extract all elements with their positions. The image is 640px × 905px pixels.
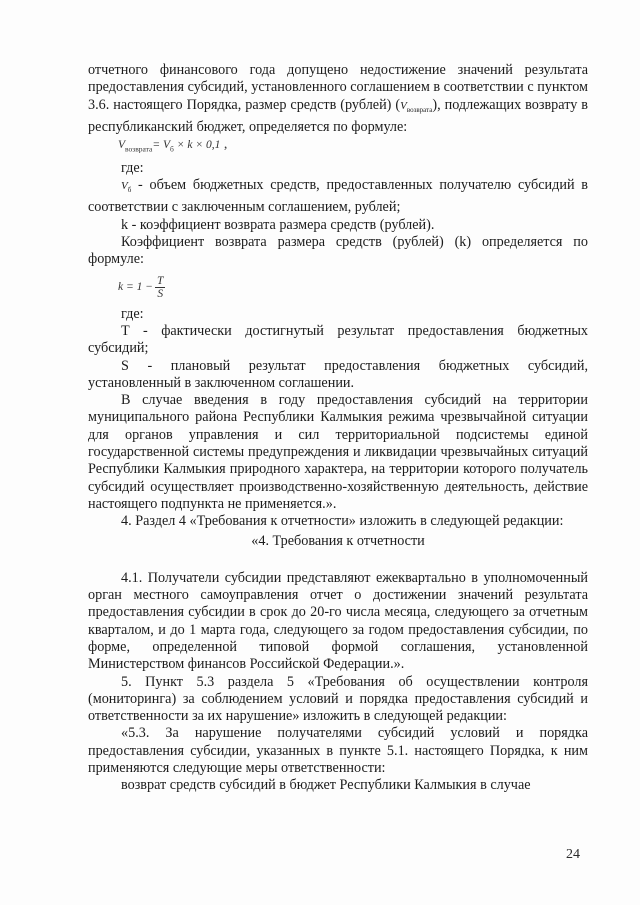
paragraph-k-definition: k - коэффициент возврата размера средств (рублей). (121, 216, 435, 233)
paragraph-vb-definition: $V_б$ - объем бюджетных средств, предоставленных получателю субсидий в соответствии с заключенным соглашением, рублей; (88, 176, 588, 216)
fraction-t-over-s: $\frac{T}{S}$ (157, 274, 164, 300)
paragraph-section-4: 4. Раздел 4 «Требования к отчетности» изложить в следующей редакции: (121, 513, 564, 530)
paragraph-4-1: 4.1. Получатели субсидии представляют ежеквартально в уполномоченный орган местного самоуправления отчет о достижении значений результата предоставления субсидии в срок до 20-го числа месяца, следующего за отчетным кварталом, и до 1 марта года, следующего за годом предоставления субсидии, по форме, определенной типовой формой соглашения, установленной Министерством финансов Российской Федерации.». (88, 569, 588, 673)
inline-formula-v-return: $V_{возврата}$ (400, 99, 433, 114)
where-label-1: где: (121, 159, 144, 176)
heading-reporting-requirements: «4. Требования к отчетности (251, 532, 425, 549)
paragraph-s-definition: S - плановый результат предоставления бюджетных субсидий, установленный в заключенном соглашении. (88, 357, 588, 391)
paragraph-last: возврат средств субсидий в бюджет Республики Калмыкия в случае (121, 777, 531, 794)
paragraph-t-definition: T - фактически достигнутый результат предоставления бюджетных субсидий; (88, 322, 588, 357)
inline-formula-vb: $V_б$ (121, 179, 132, 195)
paragraph-5-3: «5.3. За нарушение получателями субсидий условий и порядка предоставления субсидии, указанных в пункте 5.1. настоящего Порядка, к ним применяются следующие меры ответственности: (88, 725, 588, 777)
paragraph-return-amount: отчетного финансового года допущено недостижение значений результата предоставления субсидий, установленного соглашением в соответствии с пунктом 3.6. настоящего Порядка, размер средств (рублей) $(V_{возврата})$, подлежащих возврату в республиканский бюджет, определяется по формуле: (88, 62, 588, 136)
where-label-2: где: (121, 305, 144, 322)
paragraph-emergency: В случае введения в году предоставления субсидий на территории муниципального района Республики Калмыкия режима чрезвычайной ситуации для органов управления и сил территориальной подсистемы единой государственной системы предупреждения и ликвидации чрезвычайных ситуаций Республики Калмыкия природного характера, на территории которого получатель субсидий осуществляет производственно-хозяйственную деятельность, действие настоящего подпункта не применяется.». (88, 392, 588, 512)
body-text (88, 62, 588, 795)
paragraph-k-formula-intro: Коэффициент возврата размера средств (рублей) (k) определяется по формуле: (88, 234, 588, 268)
formula-return: $V_{возврата}= V_б \times k \times 0,1$ , (118, 137, 228, 154)
paragraph-text: отчетного финансового года допущено недостижение значений результата предоставления субсидий, установленного соглашением в соответствии с пунктом 3.6. настоящего Порядка, размер средств (рублей) ( (88, 62, 588, 113)
page-number: 24 (566, 847, 580, 862)
formula-k: k = 1 − $\frac{T}{S}$ (118, 274, 164, 300)
paragraph-item-5: 5. Пункт 5.3 раздела 5 «Требования об осуществлении контроля (мониторинга) за соблюдением условий и порядка предоставления субсидий и ответственности за их нарушение» изложить в следующей редакции: (88, 673, 588, 725)
